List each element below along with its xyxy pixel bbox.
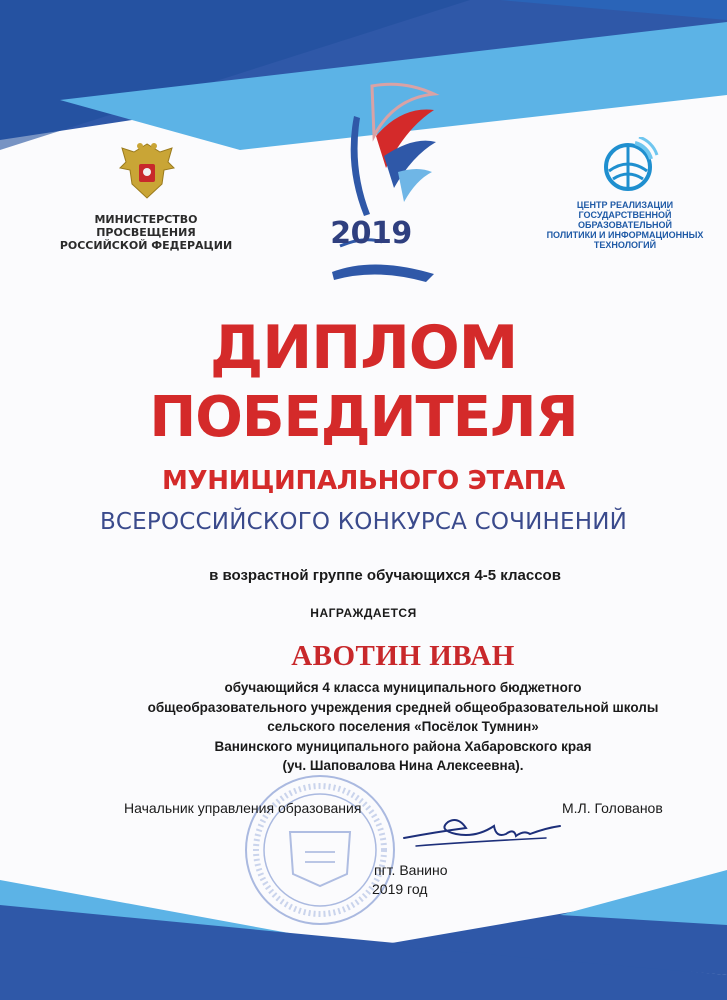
globe-logo-icon [595,137,661,193]
center-name-line: ТЕХНОЛОГИЙ [593,240,657,250]
contest-title: ВСЕРОССИЙСКОГО КОНКУРСА СОЧИНЕНИЙ [99,509,628,535]
official-stamp [235,770,405,930]
age-group-text: в возрастной группе обучающихся 4-5 классов [209,567,561,584]
center-name-line: ПОЛИТИКИ И ИНФОРМАЦИОННЫХ [546,230,704,240]
center-name-line: ЦЕНТР РЕАЛИЗАЦИИ [576,200,674,210]
details-line: Ванинского муниципального района Хабаровского края [214,738,592,754]
details-line: сельского поселения «Посёлок Тумнин» [267,719,539,734]
diploma-title: ДИПЛОМ [209,313,518,383]
diploma-title-winner: ПОБЕДИТЕЛЯ [149,385,578,450]
center-name-line: ГОСУДАРСТВЕННОЙ ОБРАЗОВАТЕЛЬНОЙ [577,210,673,230]
logo-year: 2019 [330,216,412,251]
details-line: обучающийся 4 класса муниципального бюджетного [224,680,582,695]
center-name [536,200,714,250]
ministry-name-line: МИНИСТЕРСТВО ПРОСВЕЩЕНИЯ [94,213,198,239]
signatory-title: Начальник управления образования [124,800,362,816]
ministry-name [52,213,240,252]
signatory-name: М.Л. Голованов [562,800,663,816]
recipient-details [0,678,727,776]
coat-of-arms-emblem [112,138,182,204]
handwritten-signature [396,808,566,868]
year-text: 2019 год [372,881,428,897]
recipient-name: АВОТИН ИВАН [291,640,515,672]
awarded-label: НАГРАЖДАЕТСЯ [310,606,417,620]
ministry-name-line: РОССИЙСКОЙ ФЕДЕРАЦИИ [59,239,233,252]
stage-title: МУНИЦИПАЛЬНОГО ЭТАПА [161,466,566,496]
details-line: общеобразовательного учреждения средней общеобразовательной школы [147,699,659,715]
place-text: пгт. Ванино [374,862,448,878]
contest-quill-logo-icon [314,76,444,298]
details-line: (уч. Шаповалова Нина Алексеевна). [282,758,524,773]
